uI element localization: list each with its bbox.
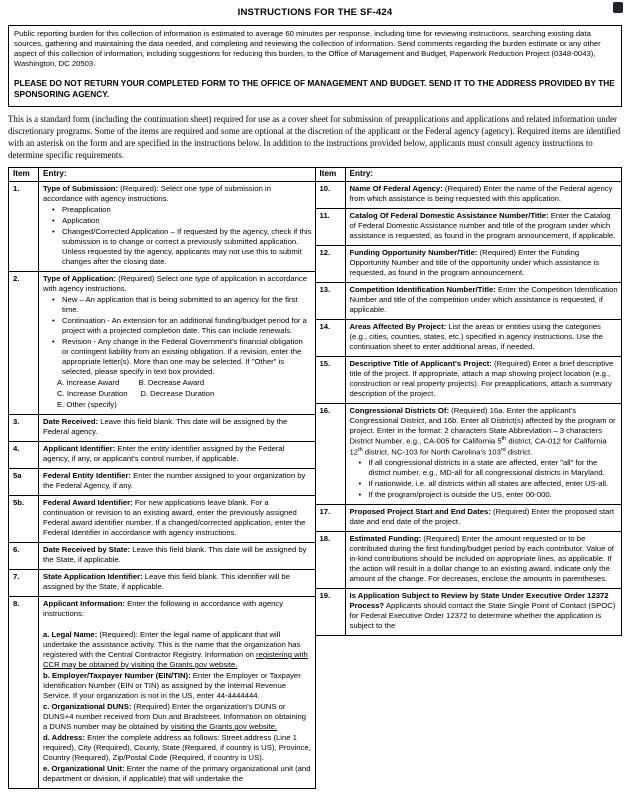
item-number: 7.	[9, 570, 39, 597]
entry-block: d. Address: Enter the complete address as follows: Street address (Line 1 required), City (Required), County, State (Required, if country is US), Province, Country (Required), Zip/Postal Code (Required, if country is US).	[43, 733, 311, 763]
entry-text	[345, 209, 622, 246]
instruction-row	[315, 532, 622, 589]
entry-text	[345, 246, 622, 283]
column-header-entry: Entry:	[39, 168, 316, 182]
bullet-icon: •	[358, 490, 362, 500]
instruction-row	[9, 543, 316, 570]
entry-block: Congressional Districts Of: (Required) 16a. Enter the applicant's Congressional District, and 16b. Enter all District(s) affected by the program or project. Enter in the format: 2 characters State Abbreviation – 3 characters District Number, e.g., CA-005 for California 5th district, CA-012 for California 12th district, NC-103 for North Carolina's 103rd district.	[349, 406, 616, 457]
entry-bullet-item: • Revision - Any change in the Federal Government's financial obligation or contingent liability from an existing obligation. If a revision, enter the appropriate letter(s). More than one may be selected. If "Other" is selected, please specify in text box provided.	[52, 337, 303, 377]
entry-block: b. Employer/Taxpayer Number (EIN/TIN): Enter the Employer or Taxpayer Identification Number (EIN or TIN) as assigned by the Internal Revenue Service. If your organization is not in the US, enter 44-4444444.	[43, 671, 301, 701]
bullet-icon: •	[52, 227, 55, 237]
entry-block: Funding Opportunity Number/Title: (Required) Enter the Funding Opportunity Number and title of the opportunity under which assistance is requested, as found in the program announcement.	[349, 248, 600, 278]
entry-block	[43, 620, 312, 629]
entry-block: Catalog Of Federal Domestic Assistance Number/Title: Enter the Catalog of Federal Domestic Assistance number and title of the program under which assistance is requested, as found in the program announcement, if applicable.	[349, 211, 616, 241]
table-header-row	[9, 168, 316, 182]
item-number: 6.	[9, 543, 39, 570]
instruction-row	[9, 442, 316, 469]
entry-block: Date Received: Leave this field blank. This date will be assigned by the Federal agency.	[43, 417, 288, 437]
entry-text	[345, 283, 622, 320]
entry-block: Descriptive Title of Applicant's Project: (Required) Enter a brief descriptive title of the project. If appropriate, attach a map showing project location (e.g., construction or real property projects). For preapplications, attach a summary description of the project.	[349, 359, 614, 399]
column-header-entry: Entry:	[345, 168, 622, 182]
entry-block: Proposed Project Start and End Dates: (Required) Enter the proposed start date and end date of the project.	[349, 507, 614, 527]
entry-block: Is Application Subject to Review by State Under Executive Order 12372 Process? Applicants should contact the State Single Point of Contact (SPOC) for Federal Executive Order 12372 to determine whether the application is subject to the	[349, 591, 616, 631]
entry-text	[345, 182, 622, 209]
burden-paragraph: Public reporting burden for this collection of information is estimated to average 60 minutes per response, including time for reviewing instructions, searching existing data sources, gathering and maintaining the data needed, and completing and reviewing the collection of information. Send comments regarding the burden estimate or any other aspect of this collection of information, including suggestions for reducing this burden, to the Office of Management and Budget, Paperwork Reduction Project (0348-0043), Washington, DC 20503.	[14, 29, 601, 68]
entry-text	[345, 320, 622, 357]
entry-block: E. Other (specify)	[57, 400, 117, 410]
bullet-icon: •	[52, 216, 55, 226]
item-number: 5b.	[9, 496, 39, 543]
item-number: 15.	[315, 357, 345, 404]
entry-bullet-item: • Preapplication	[52, 205, 111, 215]
entry-block: e. Organizational Unit: Enter the name of the primary organizational unit (and department or division, if applicable) that will undertake the	[43, 764, 311, 784]
entry-bullet-item: • If nationwide, i.e. all districts within all states are affected, enter US-all.	[358, 479, 609, 489]
entry-block: Applicant Identifier: Enter the entity identifier assigned by the Federal agency, if any, or applicant's control number, if applicable.	[43, 444, 285, 464]
burden-statement-box	[8, 25, 622, 107]
entry-block: Competition Identification Number/Title: Enter the Competition Identification Number and title of the competition under which assistance is requested, if applicable.	[349, 285, 618, 315]
instruction-row	[9, 182, 316, 272]
column-header-item: Item	[315, 168, 345, 182]
entry-text	[39, 570, 316, 597]
entry-text	[345, 532, 622, 589]
entry-text	[39, 496, 316, 543]
entry-block: C. Increase Duration D. Decrease Duration	[57, 389, 215, 399]
entry-block: c. Organizational DUNS: (Required) Enter the organization's DUNS or DUNS+4 number received from Dun and Bradstreet. Information on obtaining a DUNS number may be obtained by visiting the Grants.gov website.	[43, 702, 307, 732]
item-number: 5a	[9, 469, 39, 496]
entry-text	[39, 543, 316, 570]
entry-bullet-item: • Changed/Corrected Application – If requested by the agency, check if this submission is to change or correct a previously submitted application. Unless requested by the agency, applicants may not use this to submit changes after the closing date.	[52, 227, 312, 267]
entry-block: Name Of Federal Agency: (Required) Enter the name of the Federal agency from which assistance is being requested with this application.	[349, 184, 613, 204]
instruction-row	[315, 404, 622, 505]
instruction-row	[9, 272, 316, 415]
entry-block: Federal Award Identifier: For new applications leave blank. For a continuation or revision to an existing award, enter the previously assigned Federal award identifier number. If a changed/corrected application, enter the Federal Identifier in accordance with agency instructions.	[43, 498, 306, 538]
item-number: 8.	[9, 597, 39, 789]
instruction-row	[315, 320, 622, 357]
entry-text	[345, 357, 622, 404]
bullet-icon: •	[358, 458, 362, 468]
bullet-icon: •	[52, 337, 55, 347]
instructions-table	[8, 167, 622, 789]
instructions-table-left	[8, 167, 316, 789]
entry-block: Applicant Information: Enter the following in accordance with agency instructions:	[43, 599, 284, 619]
bullet-icon: •	[52, 295, 55, 305]
entry-text	[345, 505, 622, 532]
entry-text	[39, 597, 316, 789]
item-number: 10.	[315, 182, 345, 209]
instructions-table-right	[315, 167, 623, 636]
entry-text	[345, 404, 622, 505]
annotation-icon[interactable]	[613, 2, 623, 13]
entry-text	[39, 469, 316, 496]
entry-text	[39, 415, 316, 442]
entry-text	[39, 272, 316, 415]
entry-block: Federal Entity Identifier: Enter the number assigned to your organization by the Federal Agency, if any.	[43, 471, 306, 491]
do-not-return-notice: PLEASE DO NOT RETURN YOUR COMPLETED FORM TO THE OFFICE OF MANAGEMENT AND BUDGET. SEND IT TO THE ADDRESS PROVIDED BY THE SPONSORING AGENCY.	[14, 78, 615, 100]
entry-block: Areas Affected By Project: List the areas or entities using the categories (e.g., cities, counties, states, etc.) specified in agency instructions. Use the continuation sheet to enter additional areas, if needed.	[349, 322, 603, 352]
page-title: INSTRUCTIONS FOR THE SF-424	[237, 7, 393, 18]
column-header-item: Item	[9, 168, 39, 182]
item-number: 12.	[315, 246, 345, 283]
item-number: 16.	[315, 404, 345, 505]
entry-block: Type of Application: (Required) Select one type of application in accordance with agency instructions.	[43, 274, 308, 294]
entry-text	[39, 182, 316, 272]
entry-block: Type of Submission: (Required): Select one type of submission in accordance with agency instructions.	[43, 184, 272, 204]
bullet-icon: •	[358, 479, 362, 489]
item-number: 4.	[9, 442, 39, 469]
item-number: 2.	[9, 272, 39, 415]
instruction-row	[315, 357, 622, 404]
item-number: 17.	[315, 505, 345, 532]
entry-bullet-item: • Continuation - An extension for an additional funding/budget period for a project with a projected completion date. This can include renewals.	[52, 316, 307, 336]
item-number: 11.	[315, 209, 345, 246]
item-number: 3.	[9, 415, 39, 442]
instruction-row	[9, 597, 316, 789]
item-number: 1.	[9, 182, 39, 272]
instruction-row	[9, 415, 316, 442]
entry-block: Estimated Funding: (Required) Enter the amount requested or to be contributed during the first funding/budget period by each contributor. Value of in-kind contributions should be included on appropriate lines, as applicable. If the action will result in a dollar change to an existing award, indicate only the amount of the change. For decreases, enclose the amounts in parentheses.	[349, 534, 614, 584]
entry-block: Date Received by State: Leave this field blank. This date will be assigned by the State, if applicable.	[43, 545, 307, 565]
instruction-row	[315, 246, 622, 283]
bullet-icon: •	[52, 316, 55, 326]
intro-paragraph: This is a standard form (including the continuation sheet) required for use as a cover sheet for submission of preapplications and applications and related information under discretionary programs. Some of the items are required and some are optional at the discretion of the applicant or the Federal agency (agency). Required items are identified with an asterisk on the form and are specified in the instructions below. In addition to the instructions provided below, applicants must consult agency instructions to determine specific requirements.	[8, 114, 621, 160]
instruction-row	[9, 469, 316, 496]
entry-bullet-item: • If the program/project is outside the US, enter 00-000.	[358, 490, 552, 500]
table-header-row	[315, 168, 622, 182]
instruction-row	[315, 209, 622, 246]
instruction-row	[315, 182, 622, 209]
instruction-row	[315, 505, 622, 532]
entry-bullet-item: • If all congressional districts in a state are affected, enter "all" for the district number, e.g., MD-all for all congressional districts in Maryland.	[358, 458, 605, 478]
instruction-row	[9, 570, 316, 597]
instruction-row	[315, 589, 622, 636]
item-number: 13.	[315, 283, 345, 320]
item-number: 19.	[315, 589, 345, 636]
entry-block: a. Legal Name: (Required): Enter the legal name of applicant that will undertake the assistance activity. This is the name that the organization has registered with the Central Contractor Registry. Information on registering with CCR may be obtained by visiting the Grants.gov website.	[43, 630, 308, 670]
instruction-row	[9, 496, 316, 543]
entry-text	[345, 589, 622, 636]
item-number: 18.	[315, 532, 345, 589]
entry-bullet-item: • New – An application that is being submitted to an agency for the first time.	[52, 295, 298, 315]
bullet-icon: •	[52, 205, 55, 215]
entry-block: State Application Identifier: Leave this field blank. This identifier will be assigned by the State, if applicable.	[43, 572, 290, 592]
entry-bullet-item: • Application	[52, 216, 100, 226]
entry-block: A. Increase Award B. Decrease Award	[57, 378, 205, 388]
entry-text	[39, 442, 316, 469]
instruction-row	[315, 283, 622, 320]
item-number: 14.	[315, 320, 345, 357]
